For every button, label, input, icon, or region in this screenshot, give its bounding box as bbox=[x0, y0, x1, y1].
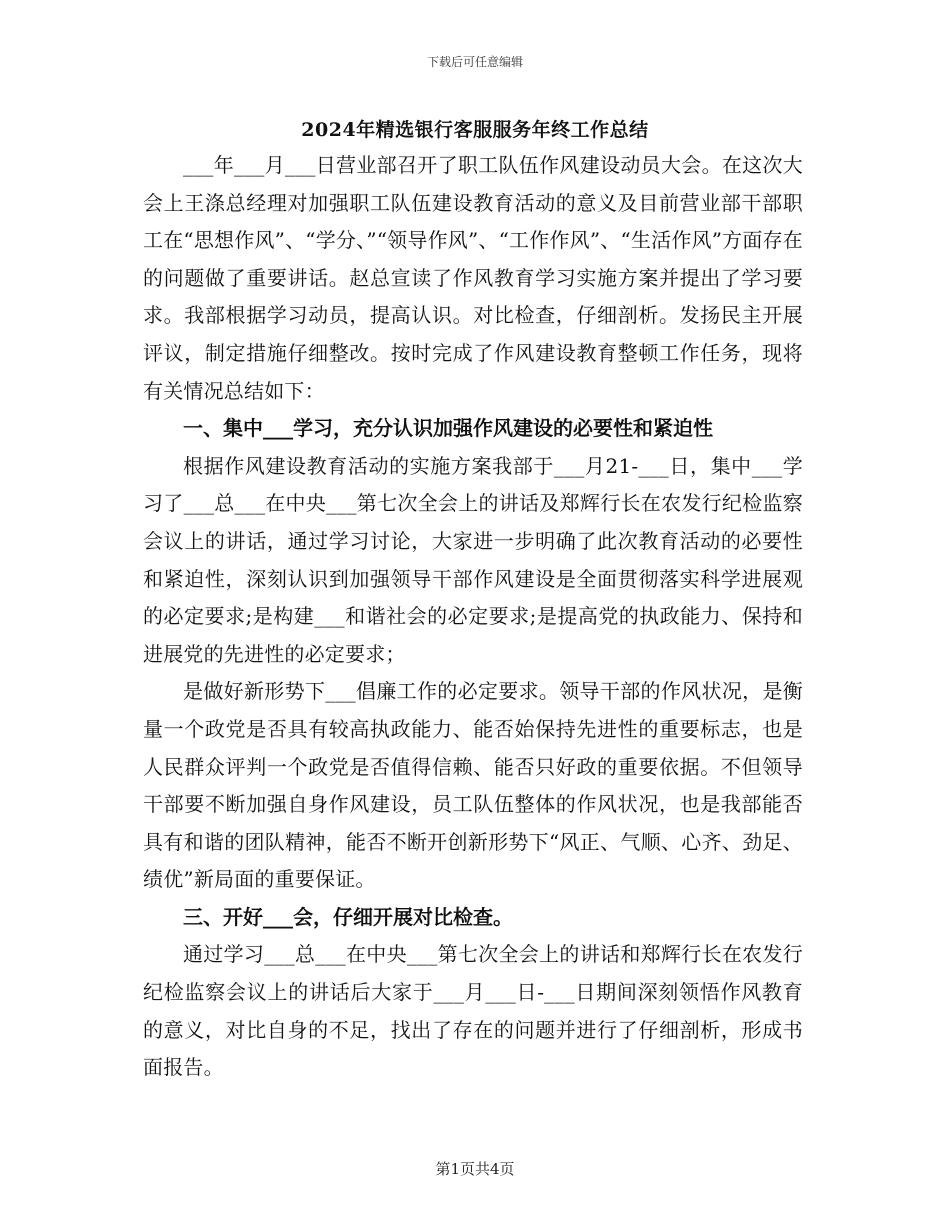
paragraph-intro: ___年___月___日营业部召开了职工队伍作风建设动员大会。在这次大会上王涤总经理对加强职工队伍建设教育活动的意义及目前营业部干部职工在“思想作风”、“学分、”“领导作风”、“工作作风”、“生活作风”方面存在的问题做了重要讲话。赵总宣读了作风教育学习实施方案并提出了学习要求。我部根据学习动员，提高认识。对比检查，仔细剖析。发扬民主开展评议，制定措施仔细整改。按时完成了作风建设教育整顿工作任务，现将有关情况总结如下： bbox=[143, 153, 803, 403]
document-body bbox=[143, 147, 803, 1087]
paragraph-significance: 是做好新形势下___倡廉工作的必定要求。领导干部的作风状况，是衡量一个政党是否具有较高执政能力、能否始保持先进性的重要标志，也是人民群众评判一个政党是否值得信赖、能否只好政的重要依据。不但领导干部要不断加强自身作风建设，员工队伍整体的作风状况，也是我部能否具有和谐的团队精神，能否不断开创新形势下“风正、气顺、心齐、劲足、绩优”新局面的重要保证。 bbox=[143, 679, 803, 892]
paragraph-review: 通过学习___总___在中央___第七次全会上的讲话和郑辉行长在农发行纪检监察会议上的讲话后大家于___月___日-___日期间深刻领悟作风教育的意义，对比自身的不足，找出了存在的问题并进行了仔细剖析，形成书面报告。 bbox=[143, 942, 803, 1080]
paragraph-study: 根据作风建设教育活动的实施方案我部于___月21-___日，集中___学习了___总___在中央___第七次全会上的讲话及郑辉行长在农发行纪检监察会议上的讲话，通过学习讨论，大家进一步明确了此次教育活动的必要性和紧迫性，深刻认识到加强领导干部作风建设是全面贯彻落实科学进展观的必定要求;是构建___和谐社会的必定要求;是提高党的执政能力、保持和进展党的先进性的必定要求； bbox=[143, 453, 803, 666]
document-title: 2024年精选银行客服服务年终工作总结 bbox=[301, 119, 649, 141]
header-note: 下载后可任意编辑 bbox=[426, 55, 523, 69]
section-heading-3: 三、开好___会，仔细开展对比检查。 bbox=[183, 904, 513, 929]
section-heading-1: 一、集中___学习，充分认识加强作风建设的必要性和紧迫性 bbox=[183, 416, 713, 441]
page-footer: 第1页共4页 bbox=[435, 1160, 515, 1178]
